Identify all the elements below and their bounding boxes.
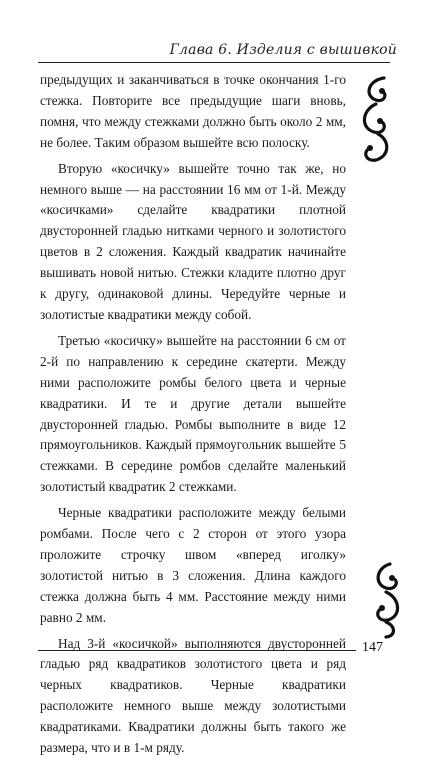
paragraph: Черные квадратики расположите между белыми ромбами. После чего с 2 сторон от этого узора проложите строчку швом «вперед иголку» золотистой нитью в 3 сложения. Длина каждого стежка должна быть 4 мм. Расстояние между ними равно 2 мм. <box>40 505 346 625</box>
header-rule <box>38 62 390 63</box>
body-text <box>40 70 346 764</box>
paragraph: Вторую «косичку» вышейте точно так же, но немного выше — на расстоянии 16 мм от 1-й. Между «косичками» сделайте квадратики плотной двусторонней гладью нитками черного и золотистого цветов в 2 сложения. Каждый квадратик начинайте вышивать новой нитью. Стежки кладите плотно друг к другу, одинаковой длины. Чередуйте черные и золотистые квадратики между собой. <box>40 160 346 322</box>
swirl-ornament-bottom-icon <box>366 560 408 640</box>
paragraph: предыдущих и заканчиваться в точке окончания 1-го стежка. Повторите все предыдущие шаги вновь, помня, что между стежками должно быть около 2 мм, не более. Таким образом вышейте всю полоску. <box>40 72 346 150</box>
page-number: 147 <box>362 640 383 655</box>
paragraph: Третью «косичку» вышейте на расстоянии 6 см от 2-й по направлению к середине скатерти. Между ними расположите ромбы белого цвета и черные квадратики. И те и другие детали вышейте двусторонней гладью. Ромбы выполните в виде 12 прямоугольников. Каждый прямоугольник вышейте 5 стежками. В середине ромбов сделайте маленький золотистый квадратик 2 стежками. <box>40 332 346 495</box>
paragraph: Над 3-й «косичкой» выполняются двусторонней гладью ряд квадратиков золотистого цвета и ряд черных квадратиков. Черные квадратики расположите немного выше между золотистыми квадратиками. Квадратики должны быть такого же размера, что и в 1-м ряду. <box>40 635 346 756</box>
running-header-title: Глава 6. Изделия с вышивкой <box>169 42 397 58</box>
footer-rule <box>38 650 356 651</box>
swirl-ornament-top-icon <box>354 74 396 164</box>
